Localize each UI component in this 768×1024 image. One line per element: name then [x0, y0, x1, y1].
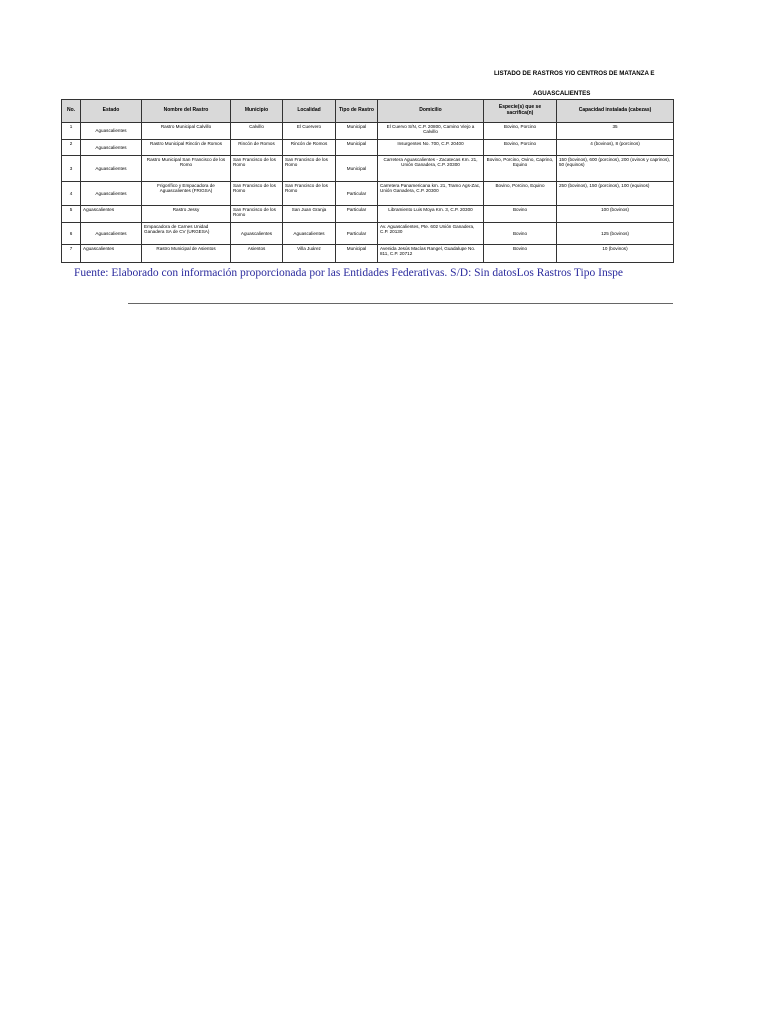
- table-header-row: [62, 100, 674, 123]
- cell-localidad: San Francisco de los Romo: [283, 182, 336, 206]
- col-header-nombre: Nombre del Rastro: [142, 100, 231, 123]
- cell-no: 6: [62, 223, 81, 245]
- cell-nombre: Empacadora de Carnes Unidad Ganadera SA de CV (URGESA): [142, 223, 231, 245]
- cell-tipo: Particular: [336, 182, 378, 206]
- cell-nombre: Rastro Municipal Rincón de Romos: [142, 140, 231, 156]
- cell-nombre: Rastro Jessy: [142, 206, 231, 223]
- cell-capacidad: 125 (bovinos): [557, 223, 674, 245]
- cell-especies: Bovino: [484, 223, 557, 245]
- cell-nombre: Rastro Municipal San Francisco de los Romo: [142, 156, 231, 182]
- col-header-municipio: Municipio: [231, 100, 283, 123]
- cell-estado: Aguascalientes: [81, 245, 142, 263]
- col-header-estado: Estado: [81, 100, 142, 123]
- cell-especies: Bovino, Porcino, Ovino, Caprino, Equino: [484, 156, 557, 182]
- cell-domicilio: Libramiento Luis Moya Km. 3, C.P. 20300: [378, 206, 484, 223]
- cell-capacidad: 250 (bovinos), 150 (porcinos), 100 (equinos): [557, 182, 674, 206]
- cell-localidad: San Francisco de los Romo: [283, 156, 336, 182]
- cell-domicilio: Carretera Panamericana km. 21, Tramo Ags-Zac, Unión Ganadera, C.P. 20300: [378, 182, 484, 206]
- cell-nombre: Frigorífico y Empacadora de Aguascalientes (FRIGSA): [142, 182, 231, 206]
- table-row: [62, 245, 674, 263]
- cell-no: 7: [62, 245, 81, 263]
- cell-municipio: Calvillo: [231, 123, 283, 140]
- col-header-tipo: Tipo de Rastro: [336, 100, 378, 123]
- cell-especies: Bovino: [484, 245, 557, 263]
- cell-tipo: Municipal: [336, 123, 378, 140]
- cell-estado: Aguascalientes: [81, 156, 142, 182]
- col-header-capacidad: Capacidad instalada (cabezas): [557, 100, 674, 123]
- cell-municipio: San Francisco de los Romo: [231, 206, 283, 223]
- cell-especies: Bovino: [484, 206, 557, 223]
- table-row: [62, 206, 674, 223]
- document-title: LISTADO DE RASTROS Y/O CENTROS DE MATANZA E: [494, 70, 655, 77]
- cell-no: 1: [62, 123, 81, 140]
- table-row: [62, 140, 674, 156]
- col-header-no: No.: [62, 100, 81, 123]
- cell-localidad: Rincón de Romos: [283, 140, 336, 156]
- cell-tipo: Municipal: [336, 245, 378, 263]
- table-row: [62, 182, 674, 206]
- cell-tipo: Particular: [336, 223, 378, 245]
- col-header-localidad: Localidad: [283, 100, 336, 123]
- source-footnote: Fuente: Elaborado con información proporcionada por las Entidades Federativas. S/D: Sin datosLos Rastros Tipo Inspe: [74, 267, 624, 279]
- cell-municipio: Asientos: [231, 245, 283, 263]
- cell-nombre: Rastro Municipal de Asientos: [142, 245, 231, 263]
- cell-domicilio: Carretera Aguascalientes - Zacatecas Km. 21, Unión Ganadera, C.P. 20300: [378, 156, 484, 182]
- table-row: [62, 156, 674, 182]
- cell-estado: Aguascalientes: [81, 223, 142, 245]
- cell-localidad: Aguascalientes: [283, 223, 336, 245]
- cell-estado: Aguascalientes: [81, 140, 142, 156]
- cell-estado: Aguascalientes: [81, 206, 142, 223]
- cell-domicilio: Insurgentes No. 700, C.P. 20400: [378, 140, 484, 156]
- cell-domicilio: Av. Aguascalientes, Pte. 602 Unión Ganadera, C.P. 20130: [378, 223, 484, 245]
- cell-especies: Bovino, Porcino: [484, 140, 557, 156]
- cell-capacidad: 4 (bovinos), 8 (porcinos): [557, 140, 674, 156]
- cell-especies: Bovino, Porcino: [484, 123, 557, 140]
- cell-tipo: Municipal: [336, 140, 378, 156]
- cell-municipio: San Francisco de los Romo: [231, 182, 283, 206]
- cell-localidad: San Juan Granja: [283, 206, 336, 223]
- col-header-domicilio: Domicilio: [378, 100, 484, 123]
- cell-localidad: El Cuervero: [283, 123, 336, 140]
- cell-capacidad: 100 (bovinos): [557, 206, 674, 223]
- cell-localidad: Villa Juárez: [283, 245, 336, 263]
- cell-capacidad: 35: [557, 123, 674, 140]
- cell-capacidad: 150 (bovinos), 600 (porcinos), 200 (ovinos y caprinos), 50 (equinos): [557, 156, 674, 182]
- cell-no: 5: [62, 206, 81, 223]
- cell-domicilio: Avenida Jesús Macías Rangel, Guadalupe No. 811, C.P. 20712: [378, 245, 484, 263]
- state-heading: AGUASCALIENTES: [533, 90, 591, 97]
- cell-no: 4: [62, 182, 81, 206]
- cell-municipio: Rincón de Romos: [231, 140, 283, 156]
- cell-nombre: Rastro Municipal Calvillo: [142, 123, 231, 140]
- cell-municipio: San Francisco de los Romo: [231, 156, 283, 182]
- cell-capacidad: 10 (bovinos): [557, 245, 674, 263]
- table-row: [62, 123, 674, 140]
- cell-tipo: Particular: [336, 206, 378, 223]
- cell-estado: Aguascalientes: [81, 182, 142, 206]
- cell-estado: Aguascalientes: [81, 123, 142, 140]
- cell-especies: Bovino, Porcino, Equino: [484, 182, 557, 206]
- cell-domicilio: El Cuervo S/N, C.P. 20800, Camino Viejo a Calvillo: [378, 123, 484, 140]
- cell-no: 3: [62, 156, 81, 182]
- cell-tipo: Municipal: [336, 156, 378, 182]
- cell-municipio: Aguascalientes: [231, 223, 283, 245]
- cell-no: 2: [62, 140, 81, 156]
- table-row: [62, 223, 674, 245]
- page-divider: [128, 303, 673, 304]
- rastros-table: [61, 99, 674, 263]
- col-header-especies: Especie(s) que se sacrifica(n): [484, 100, 557, 123]
